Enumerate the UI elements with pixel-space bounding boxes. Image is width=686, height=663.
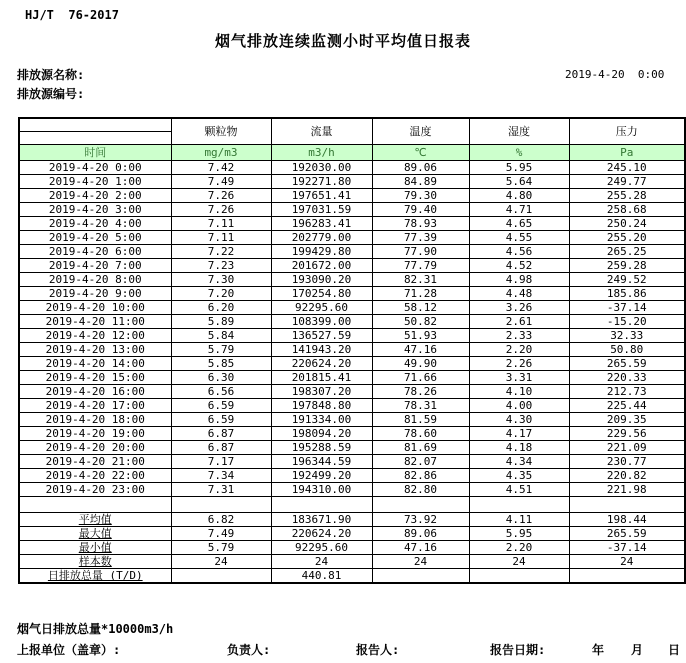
summary-value: 198.44: [569, 513, 685, 527]
cell-value: 81.69: [372, 441, 469, 455]
cell-value: 5.85: [171, 357, 271, 371]
cell-value: 198307.20: [271, 385, 372, 399]
summary-value: 2.20: [469, 541, 569, 555]
cell-time: 2019-4-20 23:00: [19, 483, 171, 497]
cell-value: -15.20: [569, 315, 685, 329]
cell-value: 50.80: [569, 343, 685, 357]
cell-time: 2019-4-20 18:00: [19, 413, 171, 427]
unit-cell-humidity: %: [469, 145, 569, 161]
summary-value: 24: [271, 555, 372, 569]
cell-value: 6.20: [171, 301, 271, 315]
cell-value: 4.17: [469, 427, 569, 441]
cell-time: 2019-4-20 4:00: [19, 217, 171, 231]
cell-value: 3.26: [469, 301, 569, 315]
cell-time: 2019-4-20 6:00: [19, 245, 171, 259]
spacer-row: [19, 497, 685, 513]
cell-value: 258.68: [569, 203, 685, 217]
summary-value: 73.92: [372, 513, 469, 527]
time-header-cell: 时间: [19, 145, 171, 161]
cell-value: 77.79: [372, 259, 469, 273]
cell-value: 79.40: [372, 203, 469, 217]
cell-value: 82.07: [372, 455, 469, 469]
cell-value: 92295.60: [271, 301, 372, 315]
summary-value: 265.59: [569, 527, 685, 541]
summary-value: 6.82: [171, 513, 271, 527]
hour-row: [19, 217, 685, 231]
cell-value: 6.59: [171, 413, 271, 427]
cell-value: 5.79: [171, 343, 271, 357]
hour-row: [19, 301, 685, 315]
cell-value: 7.17: [171, 455, 271, 469]
unit-cell-particulate: mg/m3: [171, 145, 271, 161]
cell-value: 71.66: [372, 371, 469, 385]
column-header-flow: 流量: [271, 118, 372, 145]
cell-value: 5.89: [171, 315, 271, 329]
cell-value: 2.20: [469, 343, 569, 357]
cell-value: 221.09: [569, 441, 685, 455]
hourly-average-table: [18, 117, 686, 584]
cell-value: 89.06: [372, 161, 469, 175]
corner-cell-top: [19, 118, 171, 132]
cell-value: 71.28: [372, 287, 469, 301]
cell-time: 2019-4-20 14:00: [19, 357, 171, 371]
cell-value: 108399.00: [271, 315, 372, 329]
cell-value: 5.84: [171, 329, 271, 343]
cell-value: 4.52: [469, 259, 569, 273]
summary-value: 89.06: [372, 527, 469, 541]
hour-row: [19, 161, 685, 175]
hour-row: [19, 329, 685, 343]
cell-value: 7.11: [171, 217, 271, 231]
hour-row: [19, 231, 685, 245]
source-name-label: 排放源名称:: [17, 68, 85, 82]
summary-value: 92295.60: [271, 541, 372, 555]
summary-value: [171, 569, 271, 584]
summary-label-text: 平均值: [78, 513, 112, 526]
hour-row: [19, 385, 685, 399]
cell-time: 2019-4-20 21:00: [19, 455, 171, 469]
cell-value: 141943.20: [271, 343, 372, 357]
cell-value: 7.30: [171, 273, 271, 287]
cell-value: 32.33: [569, 329, 685, 343]
cell-value: 2.61: [469, 315, 569, 329]
summary-value: 24: [569, 555, 685, 569]
cell-value: 170254.80: [271, 287, 372, 301]
summary-value: 24: [171, 555, 271, 569]
summary-row: [19, 513, 685, 527]
column-header-humidity: 湿度: [469, 118, 569, 145]
cell-value: 229.56: [569, 427, 685, 441]
hour-row: [19, 469, 685, 483]
year-label: 年: [592, 643, 605, 657]
cell-time: 2019-4-20 15:00: [19, 371, 171, 385]
source-code-label: 排放源编号:: [17, 87, 85, 101]
cell-value: 201815.41: [271, 371, 372, 385]
summary-value: 220624.20: [271, 527, 372, 541]
summary-value: [469, 569, 569, 584]
column-header-pressure: 压力: [569, 118, 685, 145]
cell-value: 7.11: [171, 231, 271, 245]
cell-value: 192499.20: [271, 469, 372, 483]
summary-label-text: 样本数: [78, 555, 112, 568]
cell-time: 2019-4-20 8:00: [19, 273, 171, 287]
cell-value: 4.18: [469, 441, 569, 455]
unit-row: [19, 145, 685, 161]
cell-value: 221.98: [569, 483, 685, 497]
cell-value: 79.30: [372, 189, 469, 203]
summary-row: [19, 527, 685, 541]
cell-value: 49.90: [372, 357, 469, 371]
unit-cell-flow: m3/h: [271, 145, 372, 161]
cell-time: 2019-4-20 9:00: [19, 287, 171, 301]
cell-value: 7.49: [171, 175, 271, 189]
cell-value: 192271.80: [271, 175, 372, 189]
cell-value: 220624.20: [271, 357, 372, 371]
cell-time: 2019-4-20 22:00: [19, 469, 171, 483]
cell-value: 4.98: [469, 273, 569, 287]
cell-value: 47.16: [372, 343, 469, 357]
hour-row: [19, 483, 685, 497]
cell-value: 194310.00: [271, 483, 372, 497]
cell-value: 4.00: [469, 399, 569, 413]
cell-value: 192030.00: [271, 161, 372, 175]
summary-label: [19, 541, 171, 555]
summary-value: 47.16: [372, 541, 469, 555]
summary-value: [569, 569, 685, 584]
summary-label: [19, 513, 171, 527]
cell-value: 220.33: [569, 371, 685, 385]
cell-time: 2019-4-20 3:00: [19, 203, 171, 217]
column-header-row: [19, 118, 685, 132]
summary-value: 5.95: [469, 527, 569, 541]
report-datetime: 2019-4-20 0:00: [565, 68, 665, 81]
cell-time: 2019-4-20 0:00: [19, 161, 171, 175]
cell-value: 197651.41: [271, 189, 372, 203]
cell-time: 2019-4-20 16:00: [19, 385, 171, 399]
cell-value: 4.80: [469, 189, 569, 203]
hour-row: [19, 357, 685, 371]
hour-row: [19, 315, 685, 329]
cell-value: 245.10: [569, 161, 685, 175]
cell-value: 191334.00: [271, 413, 372, 427]
cell-value: 255.20: [569, 231, 685, 245]
cell-value: 255.28: [569, 189, 685, 203]
cell-value: 4.71: [469, 203, 569, 217]
hour-row: [19, 273, 685, 287]
hour-row: [19, 175, 685, 189]
summary-value: 4.11: [469, 513, 569, 527]
cell-value: 5.64: [469, 175, 569, 189]
hour-row: [19, 245, 685, 259]
cell-time: 2019-4-20 13:00: [19, 343, 171, 357]
summary-value: -37.14: [569, 541, 685, 555]
cell-value: 6.30: [171, 371, 271, 385]
cell-value: 78.60: [372, 427, 469, 441]
column-header-particulate: 颗粒物: [171, 118, 271, 145]
cell-value: 4.34: [469, 455, 569, 469]
cell-value: 82.86: [372, 469, 469, 483]
report-unit-label: 上报单位（盖章）:: [17, 643, 121, 657]
cell-value: 7.26: [171, 189, 271, 203]
cell-value: 249.52: [569, 273, 685, 287]
summary-label-text: 日排放总量 (T/D): [47, 569, 143, 582]
hour-row: [19, 343, 685, 357]
summary-value: 440.81: [271, 569, 372, 584]
cell-time: 2019-4-20 12:00: [19, 329, 171, 343]
cell-value: 6.87: [171, 427, 271, 441]
summary-row: [19, 555, 685, 569]
reporter-label: 报告人:: [356, 643, 400, 657]
cell-value: 7.23: [171, 259, 271, 273]
cell-value: 220.82: [569, 469, 685, 483]
report-date-label: 报告日期:: [490, 643, 546, 657]
cell-value: 209.35: [569, 413, 685, 427]
cell-time: 2019-4-20 7:00: [19, 259, 171, 273]
cell-value: 77.90: [372, 245, 469, 259]
summary-value: 183671.90: [271, 513, 372, 527]
hour-row: [19, 413, 685, 427]
cell-value: 78.31: [372, 399, 469, 413]
cell-value: 51.93: [372, 329, 469, 343]
summary-value: 5.79: [171, 541, 271, 555]
month-label: 月: [631, 643, 644, 657]
cell-value: 58.12: [372, 301, 469, 315]
page-title: 烟气排放连续监测小时平均值日报表: [214, 32, 471, 50]
unit-cell-pressure: Pa: [569, 145, 685, 161]
cell-value: 196344.59: [271, 455, 372, 469]
hour-row: [19, 427, 685, 441]
summary-label: [19, 555, 171, 569]
cell-value: 77.39: [372, 231, 469, 245]
cell-value: 4.48: [469, 287, 569, 301]
cell-value: 6.56: [171, 385, 271, 399]
corner-cell-bottom: [19, 132, 171, 145]
cell-value: 196283.41: [271, 217, 372, 231]
day-label: 日: [668, 643, 681, 657]
cell-value: 225.44: [569, 399, 685, 413]
hour-row: [19, 455, 685, 469]
cell-value: 193090.20: [271, 273, 372, 287]
summary-row: [19, 569, 685, 584]
cell-time: 2019-4-20 1:00: [19, 175, 171, 189]
cell-value: 4.30: [469, 413, 569, 427]
hour-row: [19, 441, 685, 455]
cell-value: 78.26: [372, 385, 469, 399]
cell-value: 230.77: [569, 455, 685, 469]
cell-time: 2019-4-20 20:00: [19, 441, 171, 455]
cell-value: 249.77: [569, 175, 685, 189]
cell-value: 3.31: [469, 371, 569, 385]
cell-value: 6.59: [171, 399, 271, 413]
cell-value: 82.80: [372, 483, 469, 497]
cell-value: 212.73: [569, 385, 685, 399]
cell-value: 202779.00: [271, 231, 372, 245]
cell-value: 4.65: [469, 217, 569, 231]
cell-value: 4.51: [469, 483, 569, 497]
cell-value: 84.89: [372, 175, 469, 189]
cell-value: 2.26: [469, 357, 569, 371]
cell-value: 201672.00: [271, 259, 372, 273]
cell-value: 199429.80: [271, 245, 372, 259]
cell-value: 7.34: [171, 469, 271, 483]
standard-code: HJ/T 76-2017: [25, 8, 119, 22]
cell-value: 4.10: [469, 385, 569, 399]
cell-value: 197848.80: [271, 399, 372, 413]
cell-time: 2019-4-20 19:00: [19, 427, 171, 441]
summary-value: [372, 569, 469, 584]
cell-value: 197031.59: [271, 203, 372, 217]
cell-time: 2019-4-20 5:00: [19, 231, 171, 245]
cell-value: 81.59: [372, 413, 469, 427]
hour-row: [19, 259, 685, 273]
cell-value: 4.35: [469, 469, 569, 483]
cell-time: 2019-4-20 11:00: [19, 315, 171, 329]
cell-value: 185.86: [569, 287, 685, 301]
summary-row: [19, 541, 685, 555]
cell-value: 82.31: [372, 273, 469, 287]
hour-row: [19, 189, 685, 203]
cell-time: 2019-4-20 2:00: [19, 189, 171, 203]
daily-total-note: 烟气日排放总量*10000m3/h: [17, 622, 174, 636]
cell-value: 5.95: [469, 161, 569, 175]
cell-value: 7.26: [171, 203, 271, 217]
unit-cell-temperature: ℃: [372, 145, 469, 161]
cell-value: 265.25: [569, 245, 685, 259]
cell-value: 136527.59: [271, 329, 372, 343]
hour-row: [19, 399, 685, 413]
cell-value: 7.31: [171, 483, 271, 497]
cell-value: 50.82: [372, 315, 469, 329]
cell-time: 2019-4-20 10:00: [19, 301, 171, 315]
cell-value: 195288.59: [271, 441, 372, 455]
cell-value: 198094.20: [271, 427, 372, 441]
responsible-person-label: 负责人:: [227, 643, 271, 657]
cell-value: 6.87: [171, 441, 271, 455]
cell-value: 2.33: [469, 329, 569, 343]
summary-label-text: 最小值: [78, 541, 112, 554]
cell-value: 78.93: [372, 217, 469, 231]
summary-value: 7.49: [171, 527, 271, 541]
cell-value: 4.55: [469, 231, 569, 245]
summary-value: 24: [469, 555, 569, 569]
hour-row: [19, 203, 685, 217]
cell-value: 4.56: [469, 245, 569, 259]
cell-value: 250.24: [569, 217, 685, 231]
hour-row: [19, 287, 685, 301]
column-header-temperature: 温度: [372, 118, 469, 145]
cell-value: 7.42: [171, 161, 271, 175]
summary-label: [19, 527, 171, 541]
cell-value: 7.20: [171, 287, 271, 301]
summary-label-text: 最大值: [78, 527, 112, 540]
summary-label: [19, 569, 171, 584]
cell-value: 7.22: [171, 245, 271, 259]
cell-time: 2019-4-20 17:00: [19, 399, 171, 413]
hour-row: [19, 371, 685, 385]
cell-value: 265.59: [569, 357, 685, 371]
cell-value: -37.14: [569, 301, 685, 315]
cell-value: 259.28: [569, 259, 685, 273]
summary-value: 24: [372, 555, 469, 569]
